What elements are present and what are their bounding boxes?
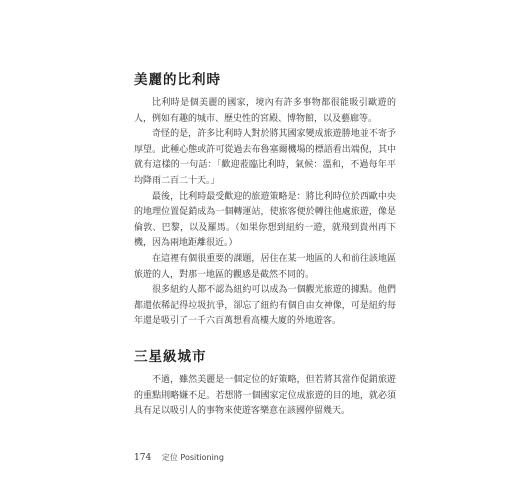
page-footer [134,452,224,463]
paragraph: 不過，雖然美麗是一個定位的好策略，但若將其當作促銷旅遊的重點則略嫌不足。若想將一個國家定位成旅遊的目的地，就必須具有足以吸引人的事物來使遊客樂意在該國停留幾天。 [134,375,396,417]
section-body-beautiful-belgium [134,96,396,330]
paragraph: 奇怪的是，許多比利時人對於將其國家變成旅遊勝地並不寄予厚望。此種心態或許可從過去布魯塞爾機場的標語看出端倪，其中就有這樣的一句話：「歡迎蒞臨比利時，氣候：溫和，不過每年平均降雨二百二十天。」 [134,129,396,186]
section-body-three-star-city [134,373,396,420]
paragraph: 很多紐約人都不認為紐約可以成為一個觀光旅遊的據點。他們都還依稀記得垃圾抗爭，卻忘了紐約有個自由女神像，可是紐約每年還是吸引了一千六百萬想看高樓大廈的外地遊客。 [134,285,396,327]
paragraph: 在這裡有個很重要的課題，居住在某一地區的人和前往該地區旅遊的人，對那一地區的觀感是截然不同的。 [134,253,396,280]
running-footer-title: 定位 Positioning [161,453,224,462]
paragraph: 比利時是個美麗的國家，境內有許多事物都很能吸引歐遊的人，例如有趣的城市、歷史性的宮殿、博物館，以及藝廊等。 [134,98,396,124]
page-number: 174 [134,453,152,463]
paragraph: 最後，比利時最受歡迎的旅遊策略是：將比利時位於西歐中央的地理位置促銷成為一個轉運站，使旅客便於轉往他處旅遊，像是倫敦、巴黎，以及羅馬。（如果你想到紐約一遊，就飛到貴州再下機，因為兩地距離很近。） [134,191,396,249]
section-heading-beautiful-belgium: 美麗的比利時 [134,72,221,88]
section-heading-three-star-city: 三星級城市 [134,349,207,365]
